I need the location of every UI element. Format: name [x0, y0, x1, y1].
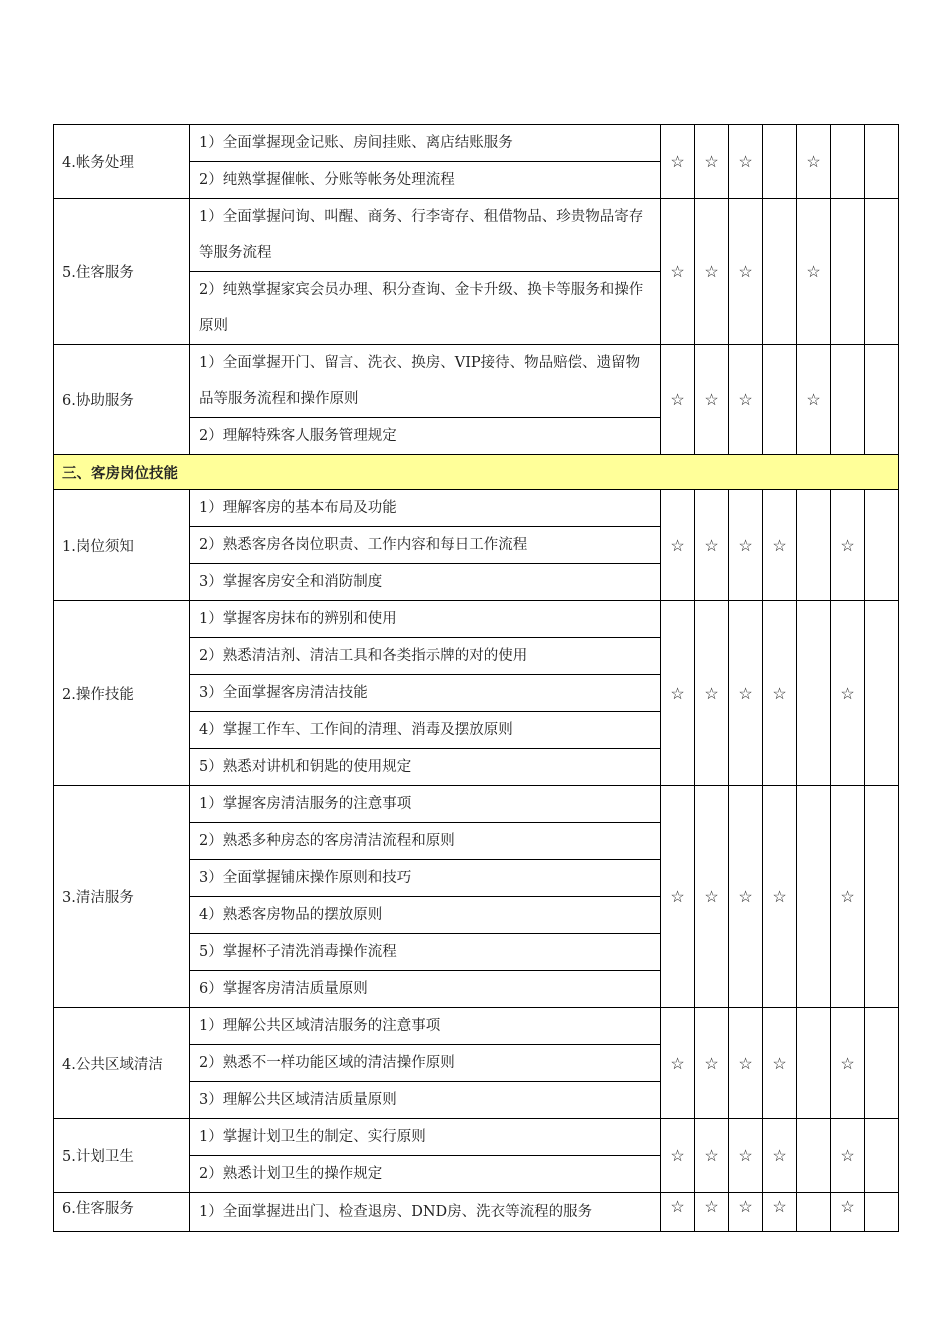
mark-cell [797, 199, 831, 345]
star-icon: ☆ [704, 152, 719, 171]
mark-cell [695, 199, 729, 345]
mark-cell [661, 1119, 695, 1193]
mark-cell [729, 490, 763, 601]
requirement-item: 2）熟悉不一样功能区域的清洁操作原则 [190, 1045, 661, 1082]
requirement-item: 2）熟悉计划卫生的操作规定 [190, 1156, 661, 1193]
mark-cell [695, 1193, 729, 1232]
star-icon: ☆ [738, 887, 753, 906]
requirement-item: 2）熟悉客房各岗位职责、工作内容和每日工作流程 [190, 527, 661, 564]
star-icon: ☆ [840, 683, 855, 703]
mark-cell [797, 1008, 831, 1119]
star-icon: ☆ [670, 152, 685, 171]
star-icon: ☆ [840, 1197, 855, 1216]
mark-cell [831, 601, 865, 786]
star-icon: ☆ [704, 1197, 719, 1216]
requirement-item: 3）掌握客房安全和消防制度 [190, 564, 661, 601]
mark-cell [763, 125, 797, 199]
star-icon: ☆ [772, 1197, 787, 1216]
requirement-item: 2）熟悉清洁剂、清洁工具和各类指示牌的对的使用 [190, 638, 661, 675]
star-icon: ☆ [670, 390, 685, 409]
star-icon: ☆ [670, 1197, 685, 1216]
star-icon: ☆ [772, 535, 787, 555]
star-icon: ☆ [704, 390, 719, 409]
star-icon: ☆ [670, 1053, 685, 1073]
mark-cell [661, 786, 695, 1008]
star-icon: ☆ [704, 535, 719, 555]
star-icon: ☆ [840, 887, 855, 906]
mark-cell [831, 1008, 865, 1119]
mark-cell [729, 1008, 763, 1119]
star-icon: ☆ [738, 683, 753, 703]
mark-cell [831, 490, 865, 601]
table-row [54, 1193, 899, 1232]
star-icon: ☆ [806, 390, 821, 409]
requirement-item: 1）掌握客房清洁服务的注意事项 [190, 786, 661, 823]
requirement-item: 1）掌握计划卫生的制定、实行原则 [190, 1119, 661, 1156]
mark-cell [695, 601, 729, 786]
star-icon: ☆ [772, 887, 787, 906]
mark-cell [763, 199, 797, 345]
mark-cell [865, 1008, 899, 1119]
category-cell: 4.帐务处理 [54, 125, 190, 199]
star-icon: ☆ [806, 152, 821, 171]
star-icon: ☆ [772, 1146, 787, 1165]
star-icon: ☆ [738, 1053, 753, 1073]
table-body [54, 125, 899, 1232]
mark-cell [729, 1119, 763, 1193]
section-title: 三、客房岗位技能 [54, 455, 899, 490]
mark-cell [763, 1193, 797, 1232]
star-icon: ☆ [670, 887, 685, 906]
mark-cell [797, 345, 831, 455]
mark-cell [763, 345, 797, 455]
table-row [54, 490, 899, 527]
mark-cell [865, 490, 899, 601]
mark-cell [729, 345, 763, 455]
mark-cell [729, 199, 763, 345]
section-header-row [54, 455, 899, 490]
requirement-item: 1）理解客房的基本布局及功能 [190, 490, 661, 527]
mark-cell [797, 490, 831, 601]
mark-cell [797, 1193, 831, 1232]
requirement-item: 4）掌握工作车、工作间的清理、消毒及摆放原则 [190, 712, 661, 749]
mark-cell [661, 1193, 695, 1232]
mark-cell [695, 490, 729, 601]
mark-cell [831, 125, 865, 199]
requirement-item: 4）熟悉客房物品的摆放原则 [190, 897, 661, 934]
star-icon: ☆ [738, 262, 753, 281]
category-cell: 6.住客服务 [54, 1193, 190, 1232]
star-icon: ☆ [670, 1146, 685, 1165]
requirement-item: 1）掌握客房抹布的辨别和使用 [190, 601, 661, 638]
table-row [54, 786, 899, 823]
mark-cell [831, 786, 865, 1008]
mark-cell [865, 345, 899, 455]
star-icon: ☆ [772, 1053, 787, 1073]
mark-cell [695, 125, 729, 199]
star-icon: ☆ [704, 683, 719, 703]
mark-cell [865, 199, 899, 345]
requirement-item: 1）全面掌握问询、叫醒、商务、行李寄存、租借物品、珍贵物品寄存等服务流程 [190, 199, 661, 272]
category-cell: 3.清洁服务 [54, 786, 190, 1008]
mark-cell [797, 786, 831, 1008]
mark-cell [729, 1193, 763, 1232]
mark-cell [661, 345, 695, 455]
mark-cell [661, 125, 695, 199]
requirement-item: 2）理解特殊客人服务管理规定 [190, 418, 661, 455]
mark-cell [865, 1193, 899, 1232]
mark-cell [797, 125, 831, 199]
star-icon: ☆ [840, 1146, 855, 1165]
requirement-item: 2）熟悉多种房态的客房清洁流程和原则 [190, 823, 661, 860]
mark-cell [695, 1119, 729, 1193]
mark-cell [763, 1008, 797, 1119]
mark-cell [695, 786, 729, 1008]
mark-cell [797, 1119, 831, 1193]
mark-cell [695, 345, 729, 455]
mark-cell [695, 1008, 729, 1119]
mark-cell [763, 490, 797, 601]
training-standards-table [53, 124, 899, 1232]
star-icon: ☆ [738, 535, 753, 555]
requirement-item: 3）全面掌握客房清洁技能 [190, 675, 661, 712]
category-cell: 6.协助服务 [54, 345, 190, 455]
mark-cell [763, 1119, 797, 1193]
table-row [54, 199, 899, 272]
star-icon: ☆ [704, 1146, 719, 1165]
mark-cell [661, 490, 695, 601]
table-row [54, 1008, 899, 1045]
requirement-item: 5）掌握杯子清洗消毒操作流程 [190, 934, 661, 971]
mark-cell [831, 345, 865, 455]
star-icon: ☆ [738, 1197, 753, 1216]
mark-cell [729, 601, 763, 786]
category-cell: 1.岗位须知 [54, 490, 190, 601]
mark-cell [865, 125, 899, 199]
mark-cell [831, 199, 865, 345]
star-icon: ☆ [704, 887, 719, 906]
requirement-item: 6）掌握客房清洁质量原则 [190, 971, 661, 1008]
mark-cell [763, 786, 797, 1008]
star-icon: ☆ [704, 262, 719, 281]
mark-cell [865, 786, 899, 1008]
mark-cell [661, 601, 695, 786]
star-icon: ☆ [738, 1146, 753, 1165]
category-cell: 5.住客服务 [54, 199, 190, 345]
mark-cell [831, 1193, 865, 1232]
mark-cell [831, 1119, 865, 1193]
star-icon: ☆ [738, 152, 753, 171]
requirement-item: 3）理解公共区域清洁质量原则 [190, 1082, 661, 1119]
table-row [54, 125, 899, 162]
star-icon: ☆ [840, 535, 855, 555]
mark-cell [661, 199, 695, 345]
star-icon: ☆ [670, 535, 685, 555]
requirement-item: 1）理解公共区域清洁服务的注意事项 [190, 1008, 661, 1045]
requirement-item: 5）熟悉对讲机和钥匙的使用规定 [190, 749, 661, 786]
table-row [54, 345, 899, 418]
star-icon: ☆ [738, 390, 753, 409]
requirement-item: 3）全面掌握铺床操作原则和技巧 [190, 860, 661, 897]
star-icon: ☆ [670, 683, 685, 703]
star-icon: ☆ [806, 262, 821, 281]
table-row [54, 601, 899, 638]
mark-cell [729, 786, 763, 1008]
star-icon: ☆ [670, 262, 685, 281]
category-cell: 5.计划卫生 [54, 1119, 190, 1193]
star-icon: ☆ [840, 1053, 855, 1073]
category-cell: 2.操作技能 [54, 601, 190, 786]
requirement-item: 1）全面掌握进出门、检查退房、DND房、洗衣等流程的服务 [190, 1193, 661, 1232]
mark-cell [661, 1008, 695, 1119]
mark-cell [865, 601, 899, 786]
requirement-item: 2）纯熟掌握催帐、分账等帐务处理流程 [190, 162, 661, 199]
mark-cell [729, 125, 763, 199]
table-row [54, 1119, 899, 1156]
star-icon: ☆ [772, 683, 787, 703]
mark-cell [797, 601, 831, 786]
mark-cell [865, 1119, 899, 1193]
star-icon: ☆ [704, 1053, 719, 1073]
requirement-item: 2）纯熟掌握家宾会员办理、积分查询、金卡升级、换卡等服务和操作原则 [190, 272, 661, 345]
requirement-item: 1）全面掌握开门、留言、洗衣、换房、VIP接待、物品赔偿、遗留物品等服务流程和操作原则 [190, 345, 661, 418]
category-cell: 4.公共区域清洁 [54, 1008, 190, 1119]
requirement-item: 1）全面掌握现金记账、房间挂账、离店结账服务 [190, 125, 661, 162]
mark-cell [763, 601, 797, 786]
